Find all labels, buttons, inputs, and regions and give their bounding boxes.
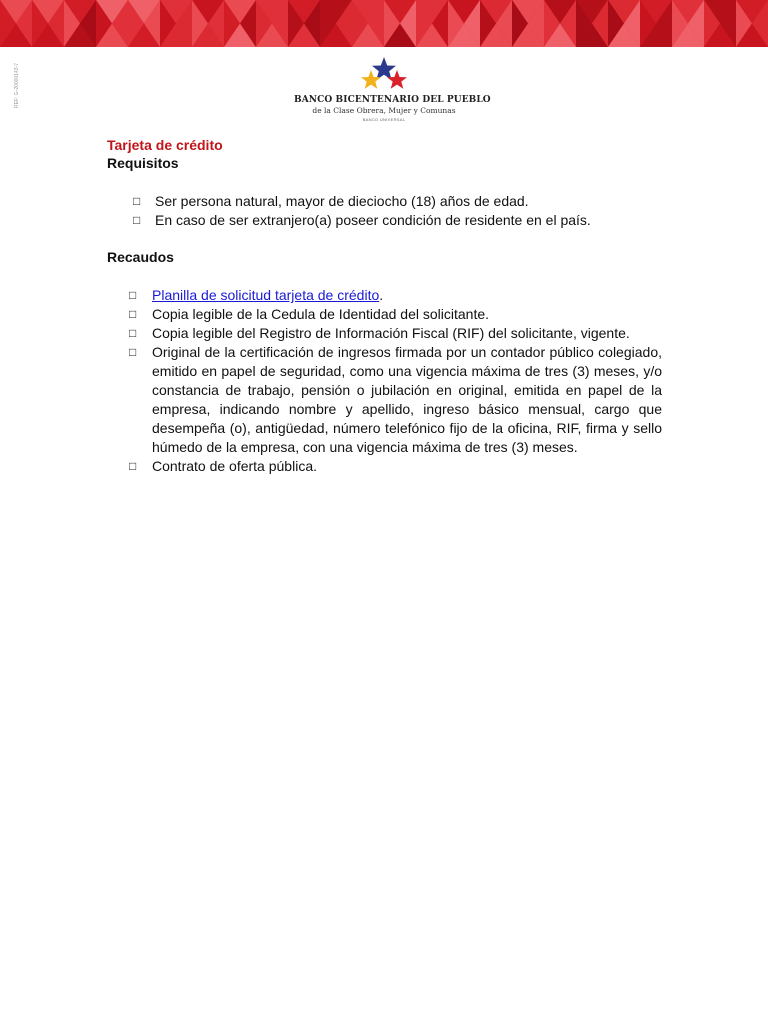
checkbox-bullet-icon: □ xyxy=(133,194,141,208)
checkbox-bullet-icon: □ xyxy=(133,213,141,227)
list-item xyxy=(107,192,662,211)
list-item xyxy=(107,286,662,305)
checkbox-bullet-icon: □ xyxy=(129,288,137,302)
recaudo-text: Contrato de oferta pública. xyxy=(152,458,317,474)
planilla-solicitud-link[interactable]: Planilla de solicitud tarjeta de crédito xyxy=(152,287,380,303)
checkbox-bullet-icon: □ xyxy=(129,459,137,473)
requisito-text: Ser persona natural, mayor de dieciocho (18) años de edad. xyxy=(155,193,529,209)
checkbox-bullet-icon: □ xyxy=(129,307,137,321)
recaudos-heading: Recaudos xyxy=(107,249,174,265)
requisito-text: En caso de ser extranjero(a) poseer condición de residente en el país. xyxy=(155,212,591,228)
requisitos-heading: Requisitos xyxy=(107,155,179,171)
bank-subtitle: de la Clase Obrera, Mujer y Comunas xyxy=(312,106,456,115)
list-item xyxy=(107,324,662,343)
bank-tagline: BANCO UNIVERSAL xyxy=(362,117,406,122)
reference-note: REF: G-20000143-7 xyxy=(14,62,20,108)
header-banner xyxy=(0,0,768,47)
stars-logo-icon xyxy=(354,56,414,94)
list-item xyxy=(107,305,662,324)
document-body xyxy=(107,136,662,476)
list-item xyxy=(107,211,662,230)
document-title: Tarjeta de crédito xyxy=(107,137,223,153)
requisitos-list xyxy=(107,192,662,230)
link-suffix: . xyxy=(379,287,384,303)
list-item xyxy=(107,343,662,457)
recaudo-text: Original de la certificación de ingresos firmada por un contador público colegiado, emitido en papel de seguridad, como una vigencia máxima de tres (3) meses, y/o constancia de trabajo, pensión o jubilación en original, emitida en papel de la empresa, indicando nombre y apellido, ingreso básico mensual, cargo que desempeña (o), antigüedad, número telefónico fijo de la oficina, RIF, firma y sello húmedo de la empresa, con una vigencia máxima de tres (3) meses. xyxy=(152,344,662,455)
recaudo-text: Copia legible del Registro de Información Fiscal (RIF) del solicitante, vigente. xyxy=(152,325,630,341)
recaudos-list xyxy=(107,286,662,476)
bank-logo xyxy=(294,56,491,128)
recaudo-text: Copia legible de la Cedula de Identidad del solicitante. xyxy=(152,306,490,322)
checkbox-bullet-icon: □ xyxy=(129,326,137,340)
list-item xyxy=(107,457,662,476)
checkbox-bullet-icon: □ xyxy=(129,345,137,359)
bank-name: BANCO BICENTENARIO DEL PUEBLO xyxy=(294,95,491,105)
